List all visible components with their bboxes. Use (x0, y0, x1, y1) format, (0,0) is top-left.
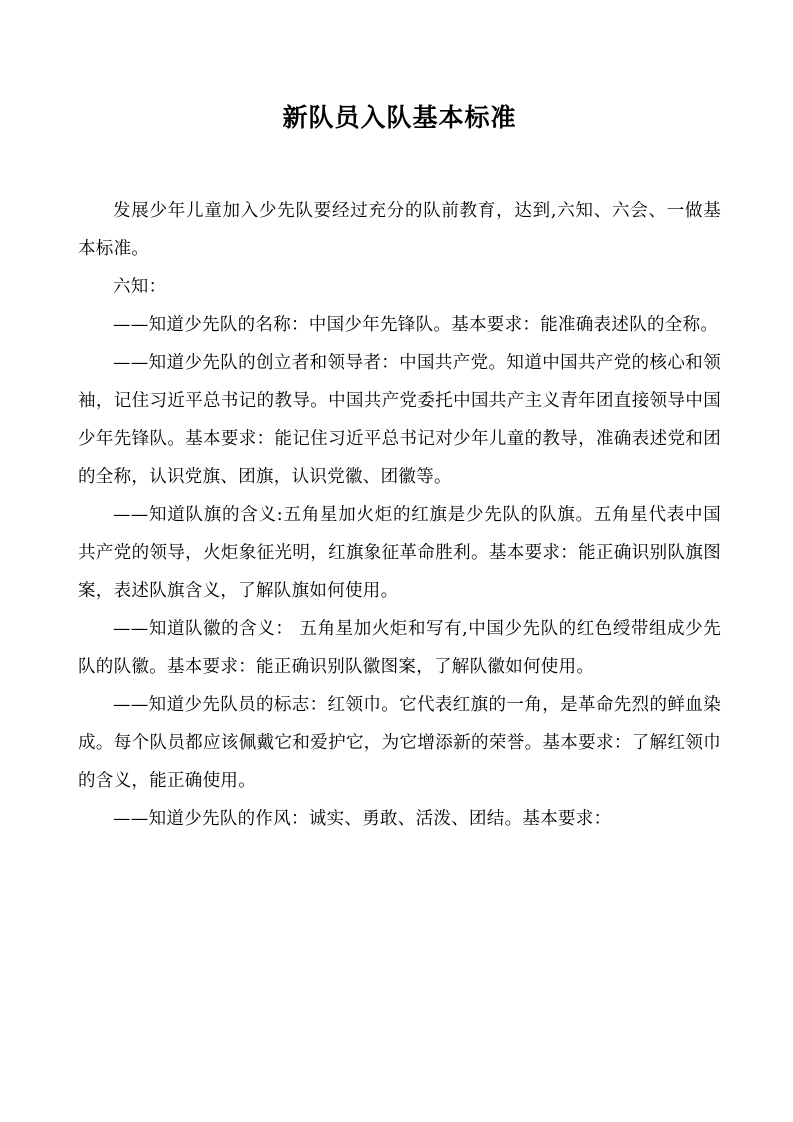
paragraph: ——知道少先队员的标志：红领巾。它代表红旗的一角，是革命先烈的鲜血染成。每个队员都应该佩戴它和爱护它，为它增添新的荣誉。基本要求：了解红领巾的含义，能正确使用。 (78, 695, 721, 791)
paragraph: ——知道少先队的名称：中国少年先锋队。基本要求：能准确表述队的全称。 (113, 315, 719, 335)
paragraph: ——知道少先队的创立者和领导者：中国共产党。知道中国共产党的核心和领袖，记住习近平总书记的教导。中国共产党委托中国共产主义青年团直接领导中国少年先锋队。基本要求：能记住习近平总书记对少年儿童的教导，准确表述党和团的全称，认识党旗、团旗，认识党徽、团徽等。 (78, 353, 721, 487)
paragraph: ——知道队旗的含义:五角星加火炬的红旗是少先队的队旗。五角星代表中国共产党的领导，火炬象征光明，红旗象征革命胜利。基本要求：能正确识别队旗图案，表述队旗含义，了解队旗如何使用。 (78, 505, 721, 601)
paragraph: 发展少年儿童加入少先队要经过充分的队前教育，达到,六知、六会、一做基本标准。 (78, 201, 721, 259)
page-title: 新队员入队基本标准 (282, 103, 517, 132)
paragraph: ——知道队徽的含义： 五角星加火炬和写有,中国少先队的红色绶带组成少先队的队徽。基本要求：能正确识别队徽图案，了解队徽如何使用。 (78, 619, 721, 677)
paragraph: ——知道少先队的作风：诚实、勇敢、活泼、团结。基本要求： (113, 809, 612, 829)
document-body (78, 192, 721, 838)
paragraph: 六知： (113, 277, 167, 297)
